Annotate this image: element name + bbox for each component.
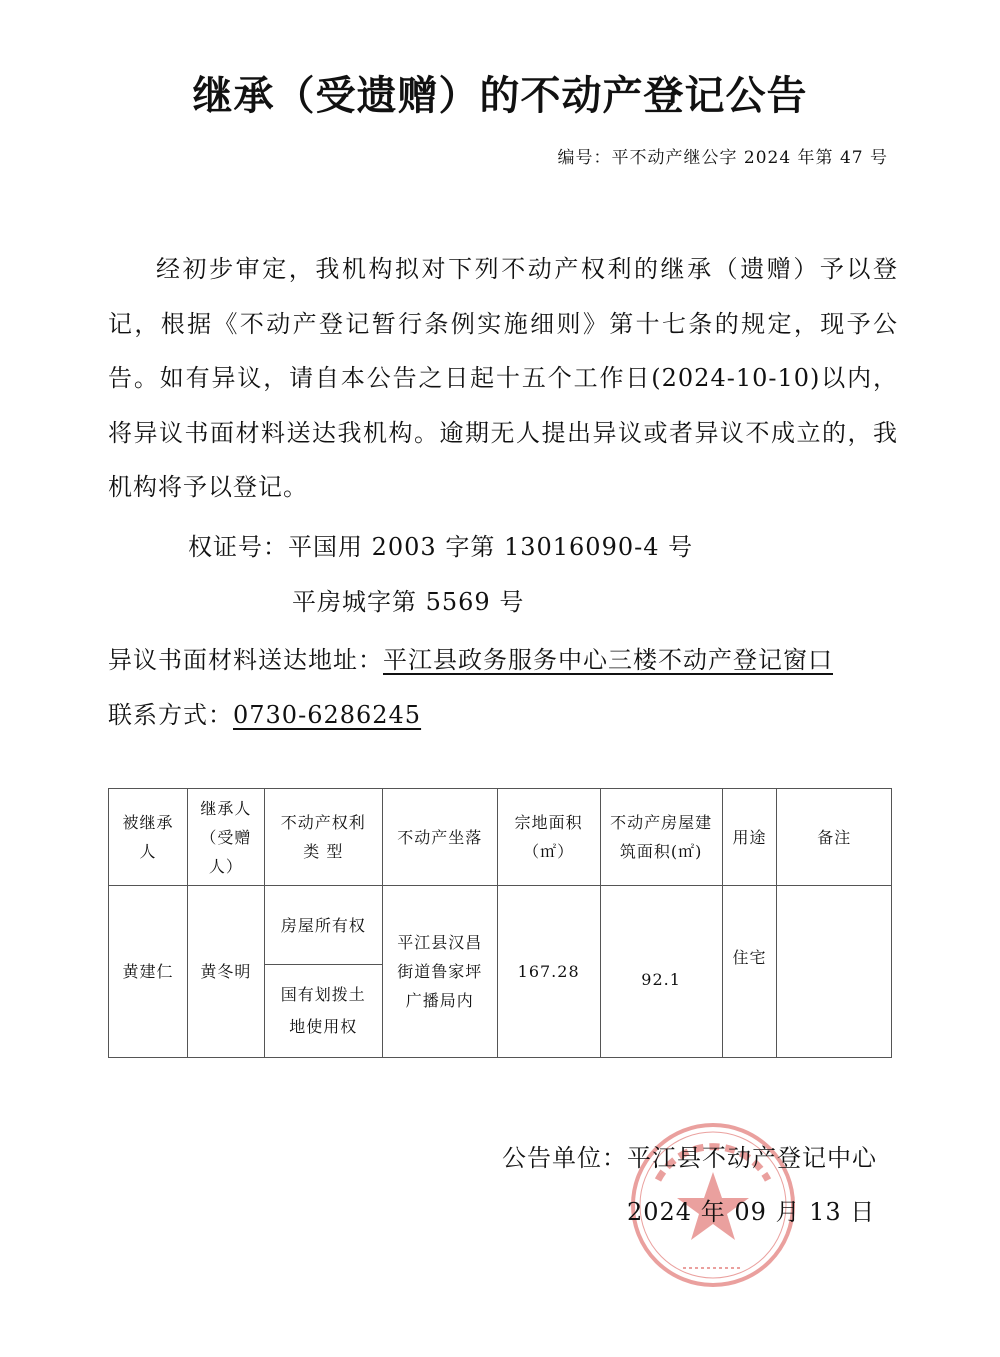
certificate-line-2 bbox=[292, 582, 524, 617]
objection-address-value: 平江县政务服务中心三楼不动产登记窗口 bbox=[383, 646, 833, 674]
cell-heir: 黄冬明 bbox=[187, 886, 264, 1058]
contact-phone: 0730-6286245 bbox=[233, 701, 422, 729]
header-usage: 用途 bbox=[722, 789, 777, 886]
header-heir: 继承人（受赠人） bbox=[187, 789, 264, 886]
cell-remarks bbox=[777, 886, 892, 1058]
objection-address-label: 异议书面材料送达地址： bbox=[108, 646, 383, 674]
certificate-line-1 bbox=[188, 527, 693, 562]
cell-decedent: 黄建仁 bbox=[109, 886, 188, 1058]
issue-date: 2024 年 09 月 13 日 bbox=[627, 1198, 876, 1226]
page-title: 继承（受遗赠）的不动产登记公告 bbox=[192, 73, 808, 119]
table-header-row bbox=[109, 789, 892, 886]
registration-table bbox=[108, 788, 892, 1058]
issuing-unit: 公告单位：平江县不动产登记中心 bbox=[502, 1144, 877, 1172]
certificate-number-1: 平国用 2003 字第 13016090-4 号 bbox=[288, 533, 694, 561]
header-decedent: 被继承人 bbox=[109, 789, 188, 886]
header-building-area: 不动产房屋建筑面积(㎡) bbox=[600, 789, 722, 886]
cell-building-area: 92.1 bbox=[600, 886, 722, 1058]
cell-usage: 住宅 bbox=[722, 886, 777, 1058]
document-number: 编号：平不动产继公字 2024 年第 47 号 bbox=[557, 148, 888, 168]
contact-label: 联系方式： bbox=[108, 701, 233, 729]
header-right-type: 不动产权利类 型 bbox=[264, 789, 382, 886]
cell-right-type-1: 房屋所有权 bbox=[264, 886, 382, 965]
header-remarks: 备注 bbox=[777, 789, 892, 886]
cell-location: 平江县汉昌街道鲁家坪广播局内 bbox=[382, 886, 497, 1058]
certificate-label: 权证号： bbox=[188, 533, 288, 561]
certificate-number-2: 平房城字第 5569 号 bbox=[292, 588, 525, 616]
cell-right-type-2: 国有划拨土地使用权 bbox=[264, 965, 382, 1058]
objection-address-line bbox=[108, 640, 833, 675]
table-row bbox=[109, 886, 892, 965]
header-location: 不动产坐落 bbox=[382, 789, 497, 886]
header-land-area: 宗地面积（㎡） bbox=[497, 789, 600, 886]
contact-line bbox=[108, 695, 421, 730]
cell-land-area: 167.28 bbox=[497, 886, 600, 1058]
notice-body: 经初步审定，我机构拟对下列不动产权利的继承（遗赠）予以登记，根据《不动产登记暂行条例实施细则》第十七条的规定，现予公告。如有异议，请自本公告之日起十五个工作日(2024-10-10)以内，将异议书面材料送达我机构。逾期无人提出异议或者异议不成立的，我机构将予以登记。 bbox=[108, 255, 898, 501]
